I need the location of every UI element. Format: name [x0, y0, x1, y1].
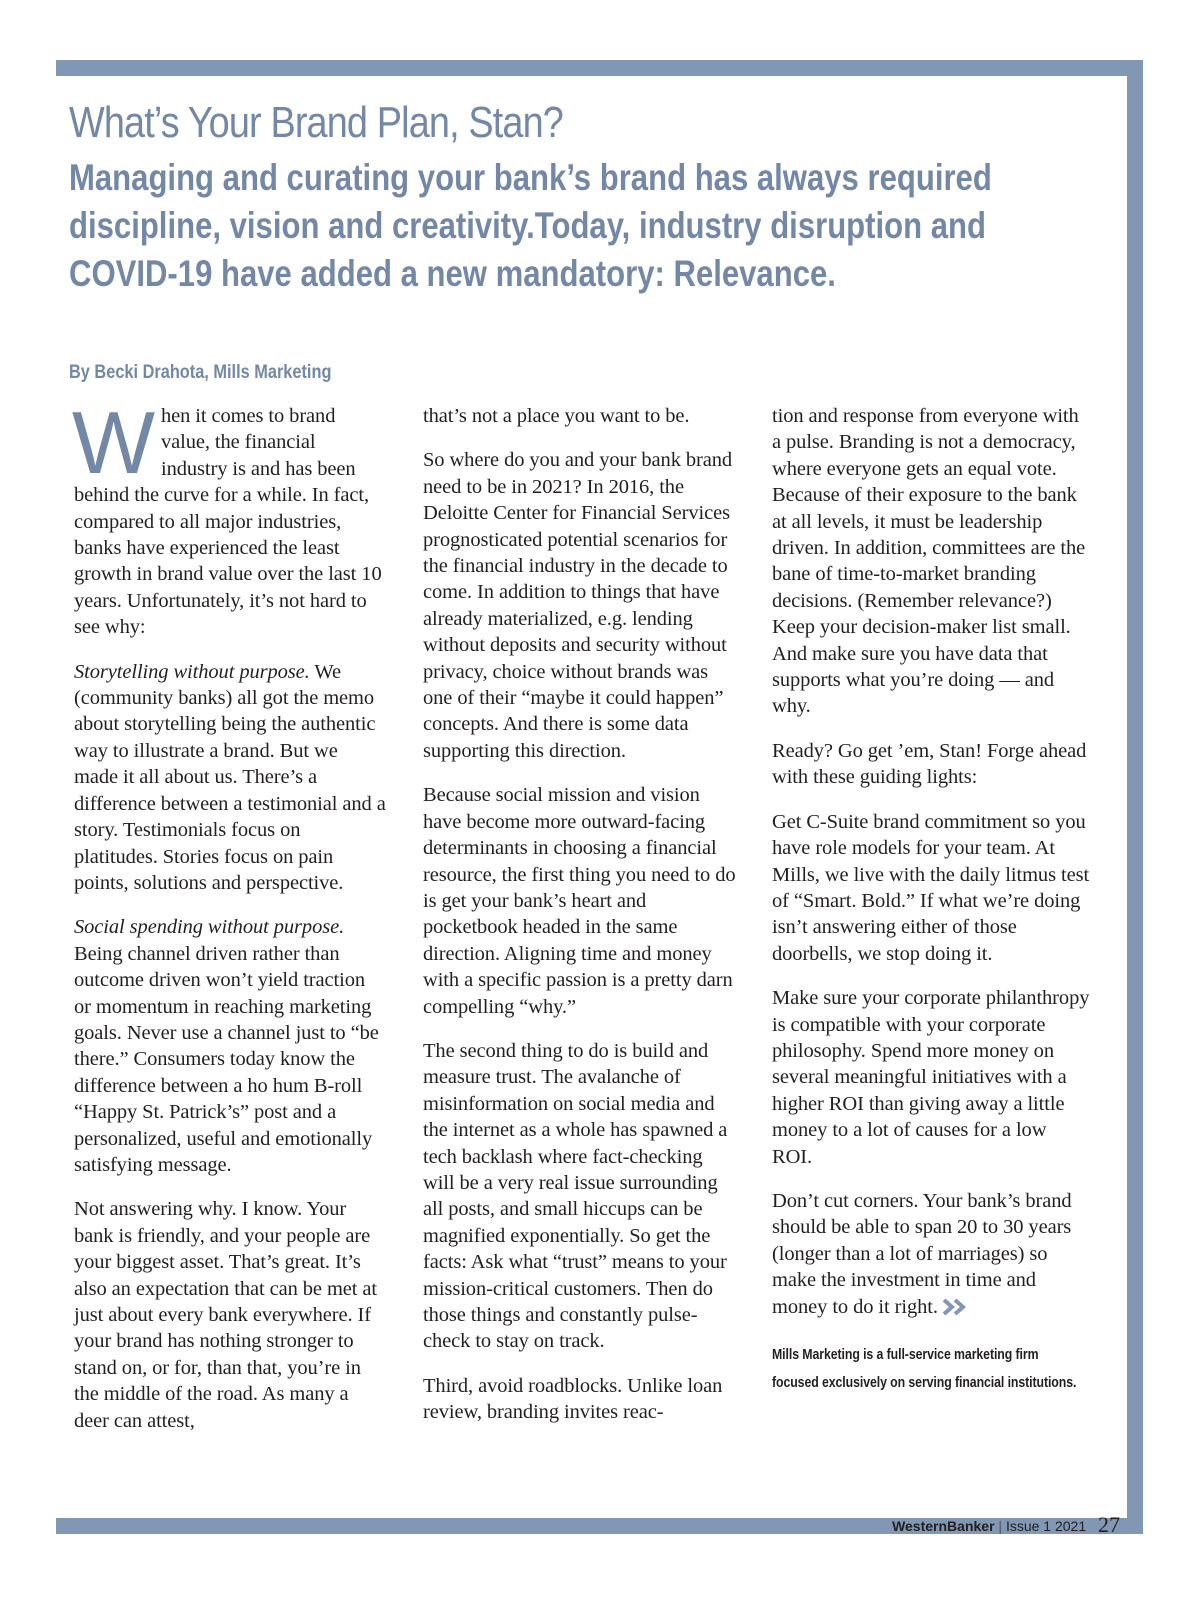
paragraph: So where do you and your bank brand need to be in 2021? In 2016, the Deloitte Center for Financial Services prognosticated potential scenarios for the financial industry in the decade to come. In addition to things that have already materialized, e.g. lending without deposits and security without privacy, choice without brands was one of their “maybe it could happen” concepts. And there is some data supporting this direction. [423, 449, 733, 762]
paragraph-text: Don’t cut corners. Your bank’s brand should be able to span 20 to 30 years (longer than a lot of marriages) so make the investment in time and money to do it right. [772, 1189, 1072, 1318]
paragraph-text: hen it comes to brand value, the financial industry is and has been behind the curve for a while. In fact, compared to all major industries, banks have experienced the least growth in brand value over the last 10 years. Unfortunately, it’s not hard to see why: [74, 405, 382, 639]
paragraph-text: We (community banks) all got the memo about storytelling being the authentic way to illustrate a brand. But we made it all about us. There’s a difference between a testimonial and a story. Testimonials focus on platitudes. Stories focus on pain points, solutions and perspective. [74, 660, 386, 894]
article-deck: Managing and curating your bank’s brand has always required discipline, vision and creativity.Today, industry disruption and COVID-19 have added a new mandatory: Relevance. [69, 157, 992, 294]
paragraph-lead-in: Storytelling without purpose. [74, 660, 310, 683]
footer-separator: | [998, 1518, 1003, 1534]
paragraph [772, 1188, 1090, 1323]
issue-label: Issue 1 2021 [1005, 1518, 1087, 1534]
paragraph: that’s not a place you want to be. [423, 405, 690, 427]
byline: By Becki Drahota, Mills Marketing [69, 362, 332, 383]
column-2 [423, 403, 739, 1444]
double-chevron-right-icon [942, 1297, 970, 1323]
article-title: What’s Your Brand Plan, Stan? [69, 98, 563, 147]
paragraph: Make sure your corporate philanthropy is compatible with your corporate philosophy. Spend more money on several meaningful initiatives with a higher ROI than giving away a little money to a lot of causes for a low ROI. [772, 987, 1090, 1168]
column-3 [772, 403, 1090, 1397]
drop-cap: W [72, 393, 155, 492]
paragraph: Because social mission and vision have become more outward-facing determinants in choosing a financial resource, the first thing you need to do is get your bank’s heart and pocketbook headed in the same direction. Aligning time and money with a specific passion is a pretty darn compelling “why.” [423, 784, 736, 1018]
page-footer [892, 1512, 1120, 1538]
column-1 [72, 393, 386, 1452]
paragraph-text: Being channel driven rather than outcome driven won’t yield traction or momentum in reaching marketing goals. Never use a channel just to “be there.” Consumers today know the difference between a ho hum B-roll “Happy St. Patrick’s” post and a personalized, useful and emotionally satisfying message. [74, 942, 379, 1176]
paragraph: Ready? Go get ’em, Stan! Forge ahead with these guiding lights: [772, 739, 1087, 789]
author-bio: Mills Marketing is a full-service marketing firm focused exclusively on serving financial institutions. [772, 1347, 1077, 1391]
paragraph: Third, avoid roadblocks. Unlike loan review, branding invites reac- [423, 1374, 723, 1424]
paragraph-lead-in: Social spending without purpose. [74, 916, 345, 939]
publication-name: WesternBanker [892, 1518, 995, 1534]
paragraph: tion and response from everyone with a pulse. Branding is not a democracy, where everyone gets an equal vote. Because of their exposure to the bank at all levels, it must be leadership driven. In addition, committees are the bane of time-to-market branding decisions. (Remember relevance?) Keep your decision-maker list small. And make sure you have data that supports what you’re doing — and why. [772, 405, 1086, 718]
paragraph [72, 393, 386, 641]
paragraph [74, 914, 386, 1178]
paragraph: Not answering why. I know. Your bank is friendly, and your people are your biggest asset. That’s great. It’s also an expectation that can be met at just about every bank everywhere. If your brand has nothing stronger to stand on, or for, than that, you’re in the middle of the road. As many a deer can attest, [74, 1198, 377, 1432]
page-number: 27 [1098, 1512, 1120, 1537]
paragraph: Get C-Suite brand commitment so you have role models for your team. At Mills, we live with the daily litmus test of “Smart. Bold.” If what we’re doing isn’t answering either of those doorbells, we stop doing it. [772, 810, 1090, 965]
paragraph [74, 659, 386, 897]
paragraph: The second thing to do is build and measure trust. The avalanche of misinformation on social media and the internet as a whole has spawned a tech backlash where fact-checking will be a very real issue surrounding all posts, and small hiccups can be magnified exponentially. So get the facts: Ask what “trust” means to your mission-critical customers. Then do those things and constantly pulse-check to stay on track. [423, 1039, 728, 1353]
